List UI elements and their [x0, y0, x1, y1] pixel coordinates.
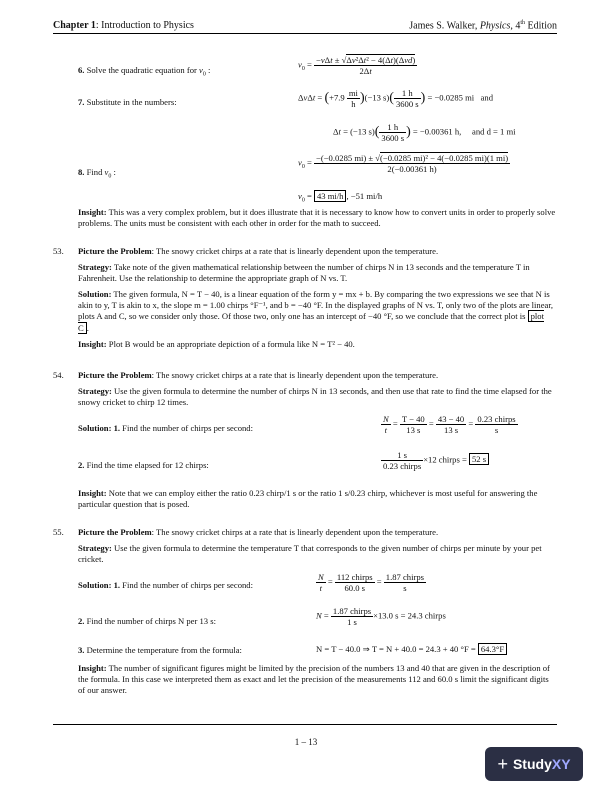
p54-eq-1: $\frac{N}{t}$ = $\frac{T - 40}{13 s}$ = $\frac{43 - 40}{13 s}$ = $\frac{\text{0.23 chirps}}{s}$	[383, 414, 516, 435]
page-number: 1 – 13	[294, 737, 318, 747]
problem-54-number: 54.	[53, 370, 64, 380]
running-header-right: James S. Walker, Physics, 4th Edition	[409, 20, 557, 32]
p55-eq-1: $\frac{N}{t}$ = $\frac{\text{112 chirps}}{60.0 s}$ = $\frac{\text{1.87 chirps}}{s}$	[318, 572, 424, 593]
p53-insight: Insight: Plot B would be an appropriate depiction of a formula like N = T² − 40.	[78, 339, 355, 349]
p54-eq-2: $\frac{1 s}{\text{0.23 chirps}}$ ×12 chirps = 52 s	[381, 450, 489, 471]
numeric-quadratic: $v_0$ = $\frac{\text{−(−0.0285 mi) ± √(−0.0285 mi)² − 4(−0.0285 mi)(1 mi)}}{2(-0.00361 h)}$	[298, 153, 509, 174]
problem-55-number: 55.	[53, 527, 64, 537]
studyxy-logo: + Study XY	[485, 747, 583, 781]
p55-picture: Picture the Problem: The snowy cricket chirps at a rate that is linearly dependent upon the temperature.	[78, 527, 439, 537]
header-rule	[53, 33, 557, 34]
plus-icon: +	[497, 753, 508, 774]
insight-top: Insight: This was a very complex problem, but it does illustrate that it is necessary to know how to convert units in order to properly solve problems. The units must be consistent with each other in order for the math to succeed.	[78, 207, 556, 229]
p55-step-1: Solution: 1. Find the number of chirps per second:	[78, 580, 253, 590]
p54-step-1: Solution: 1. Find the number of chirps per second:	[78, 423, 253, 433]
p54-step-2: 2. Find the time elapsed for 12 chirps:	[78, 460, 209, 470]
step-6: 6. Solve the quadratic equation for $v_0$ :	[78, 65, 211, 78]
p54-strategy: Strategy: Use the given formula to determine the number of chirps N in 13 seconds, and then use that rate to find the time elapsed for the snowy cricket to chirp 12 times.	[78, 386, 552, 408]
running-header-left: Chapter 1: Introduction to Physics	[53, 20, 194, 31]
p55-eq-2: N = $\frac{\text{1.87 chirps}}{1 s}$ ×13.0 s = 24.3 chirps	[316, 606, 446, 627]
p53-picture: Picture the Problem: The snowy cricket chirps at a rate that is linearly dependent upon the temperature.	[78, 246, 439, 256]
p55-insight: Insight: The number of significant figures might be limited by the precision of the numbers 13 and 40 that are given in the description of the formula. In this case we interpreted them as exact and let the precision of the measurements 112 and 60.0 s limit the significant digits of our answer.	[78, 663, 550, 696]
quadratic-formula: $v_0$ = $\frac{\text{−vΔt ± √Δv²Δt² − 4(Δt)(Δvd)}}{2\Delta t}$	[298, 55, 416, 76]
footer-rule	[53, 724, 557, 725]
p55-eq-3: N = T − 40.0 ⇒ T = N + 40.0 = 24.3 + 40 °F = 64.3°F	[316, 644, 507, 655]
p54-picture: Picture the Problem: The snowy cricket chirps at a rate that is linearly dependent upon the temperature.	[78, 370, 439, 380]
p55-strategy: Strategy: Use the given formula to determine the temperature T that corresponds to the given number of chirps per minute by your pet cricket.	[78, 543, 542, 565]
step-8: 8. Find $v_0$ :	[78, 167, 116, 180]
problem-53-number: 53.	[53, 246, 64, 256]
final-answer-speed: $v_0 = 43$ mi/h , −51 mi/h	[298, 191, 383, 204]
p53-strategy: Strategy: Take note of the given mathematical relationship between the number of chirps N in 13 seconds and the temperature T in Fahrenheit. Use the relationship to determine the appropriate graph of N vs. T.	[78, 262, 530, 284]
step-7: 7. Substitute in the numbers:	[78, 97, 177, 107]
p55-step-2: 2. Find the number of chirps N per 13 s:	[78, 616, 216, 626]
substitution-eq-2: Δt = (−13 s)( $\frac{1 h}{3600 s}$ ) = −0.00361 h, and d = 1 mi	[333, 122, 516, 143]
p55-step-3: 3. Determine the temperature from the formula:	[78, 645, 242, 655]
substitution-eq-1: ΔvΔt = (+7.9 $\frac{mi}{h}$ )(−13 s)( $\frac{1 h}{3600 s}$ ) = −0.0285 mi and	[298, 88, 494, 109]
p53-solution: Solution: The given formula, N = T − 40, is a linear equation of the form y = mx + b. By comparing the two expressions we see that N is akin to y, T is akin to x, the slope m = 1.00 chirps °F⁻¹, and b = −40 °F. In the displayed graphs of N vs. T, only two of the plots are linear, plots A and C, so we consider only those. Of those two, only one has an intercept of −40 °F, so we conclude that the correct plot is plot C .	[78, 289, 554, 333]
p54-insight: Insight: Note that we can employ either the ratio 0.23 chirp/1 s or the ratio 1 s/0.23 chirp, whichever is most useful for answering the particular question that is posed.	[78, 488, 538, 510]
